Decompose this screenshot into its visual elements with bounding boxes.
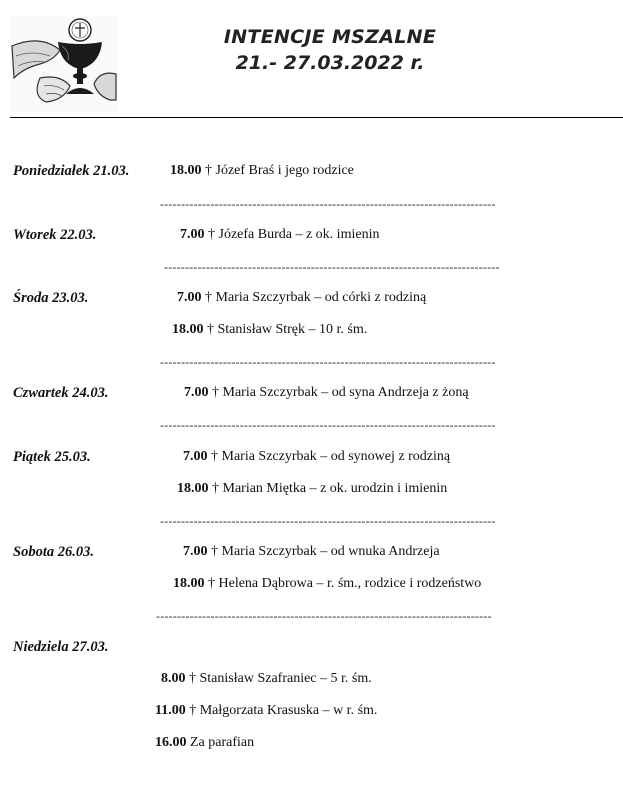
mass-time: 7.00 <box>184 385 209 400</box>
day-label-saturday: Sobota 26.03. <box>13 544 94 560</box>
mass-entry <box>184 385 469 401</box>
day-label-monday: Poniedziałek 21.03. <box>13 163 130 179</box>
mass-intention: † Maria Szczyrbak – od syna Andrzeja z żoną <box>212 385 469 400</box>
separator-line: -------------------------------------------------------------------------------- <box>160 355 496 369</box>
mass-time: 18.00 <box>170 163 202 178</box>
day-label-friday: Piątek 25.03. <box>13 449 91 465</box>
mass-entry <box>180 227 379 243</box>
mass-time: 7.00 <box>183 449 208 464</box>
mass-intention: † Józef Braś i jego rodzice <box>205 163 354 178</box>
mass-intention: † Maria Szczyrbak – od córki z rodziną <box>205 290 427 305</box>
mass-intention: † Małgorzata Krasuska – w r. śm. <box>189 703 378 718</box>
mass-entry <box>177 481 447 497</box>
mass-entry <box>155 735 254 751</box>
mass-time: 18.00 <box>172 322 204 337</box>
mass-intention: † Helena Dąbrowa – r. śm., rodzice i rodzeństwo <box>208 576 482 591</box>
mass-intention: † Maria Szczyrbak – od synowej z rodziną <box>211 449 451 464</box>
mass-entry <box>183 449 450 465</box>
separator-line: -------------------------------------------------------------------------------- <box>160 514 496 528</box>
mass-intention: † Stanisław Szafraniec – 5 r. śm. <box>189 671 372 686</box>
mass-entry <box>172 322 367 338</box>
day-label-thursday: Czwartek 24.03. <box>13 385 109 401</box>
document-title: INTENCJE MSZALNE <box>223 26 437 48</box>
date-range: 21.- 27.03.2022 r. <box>235 52 425 74</box>
separator-line: -------------------------------------------------------------------------------- <box>160 418 496 432</box>
mass-time: 7.00 <box>177 290 202 305</box>
mass-time: 8.00 <box>161 671 186 686</box>
mass-time: 18.00 <box>177 481 209 496</box>
mass-entry <box>183 544 440 560</box>
mass-entry <box>155 703 377 719</box>
day-label-sunday: Niedziela 27.03. <box>13 639 109 655</box>
mass-time: 7.00 <box>180 227 205 242</box>
day-label-tuesday: Wtorek 22.03. <box>13 227 97 243</box>
mass-entry <box>170 163 354 179</box>
day-label-wednesday: Środa 23.03. <box>13 290 89 306</box>
mass-intention: Za parafian <box>190 735 255 750</box>
mass-entry <box>177 290 426 306</box>
separator-line: -------------------------------------------------------------------------------- <box>156 609 492 623</box>
mass-intention: † Maria Szczyrbak – od wnuka Andrzeja <box>211 544 440 559</box>
chalice-hands-icon <box>10 16 118 112</box>
header-divider <box>10 117 623 118</box>
mass-time: 18.00 <box>173 576 205 591</box>
header <box>0 0 623 118</box>
separator-line: -------------------------------------------------------------------------------- <box>164 260 500 274</box>
mass-time: 11.00 <box>155 703 186 718</box>
mass-entry <box>173 576 481 592</box>
mass-entry <box>161 671 372 687</box>
mass-intention: † Stanisław Stręk – 10 r. śm. <box>207 322 368 337</box>
mass-intention: † Józefa Burda – z ok. imienin <box>208 227 380 242</box>
mass-intention: † Marian Miętka – z ok. urodzin i imienin <box>212 481 448 496</box>
mass-time: 7.00 <box>183 544 208 559</box>
separator-line: -------------------------------------------------------------------------------- <box>160 197 496 211</box>
mass-time: 16.00 <box>155 735 187 750</box>
